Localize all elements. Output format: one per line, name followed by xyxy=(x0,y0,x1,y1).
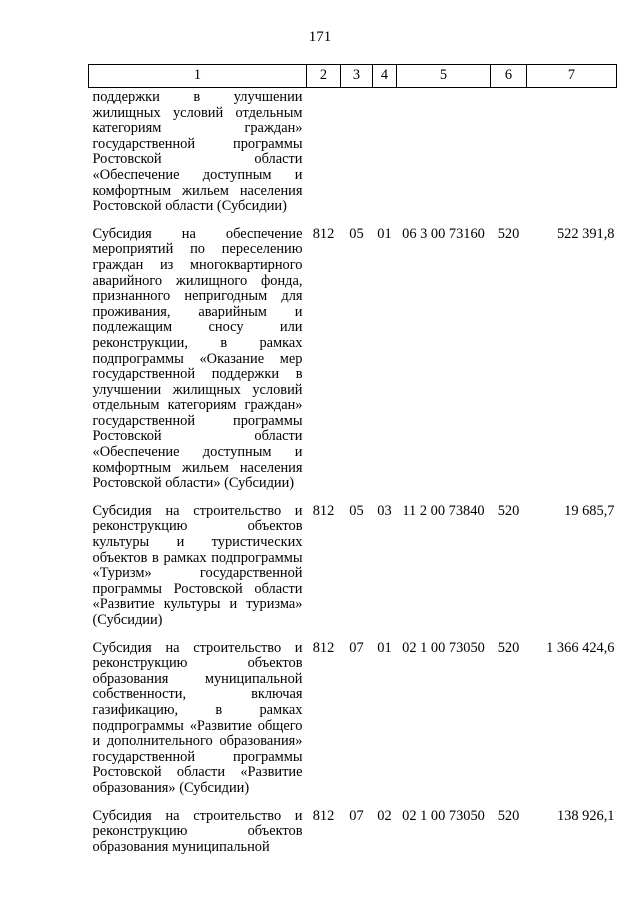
table-row xyxy=(89,504,617,641)
column-header: 6 xyxy=(491,65,527,88)
cell-subsection: 01 xyxy=(377,225,392,242)
row-name: поддержки в улучшении жилищных условий отдельным категориям граждан» государственной программы Ростовской области «Обеспечение доступным и комфортным жильем населения Ростовской области (Субсидии) xyxy=(92,89,303,215)
cell-target-article: 02 1 00 73050 xyxy=(402,639,485,656)
cell-section: 07 xyxy=(349,807,364,824)
column-header: 3 xyxy=(341,65,373,88)
cell-section: 07 xyxy=(349,639,364,656)
cell-ministry: 812 xyxy=(312,225,335,242)
cell-amount xyxy=(527,88,617,227)
row-name: Субсидия на строительство и реконструкцию объектов образования муниципальной собственности, включая газификацию, в рамках подпрограммы «Развитие общего и дополнительного образования» государственной программы Ростовской области «Развитие образования» (Субсидии) xyxy=(92,639,303,796)
cell-amount: 1 366 424,6 xyxy=(546,639,615,656)
table-header-row xyxy=(89,65,617,88)
cell-amount: 138 926,1 xyxy=(556,807,615,824)
column-header: 2 xyxy=(307,65,341,88)
cell-target-article: 02 1 00 73050 xyxy=(402,807,485,824)
cell-ministry: 812 xyxy=(312,807,335,824)
row-name: Субсидия на обеспечение мероприятий по переселению граждан из многоквартирного аварийного жилищного фонда, признанного непригодным для проживания, аварийным и подлежащим сносу или реконструкции, в рамках подпрограммы «Оказание мер государственной поддержки в улучшении жилищных условий отдельным категориям граждан» государственной программы Ростовской области «Обеспечение доступным и комфортным жильем населения Ростовской области» (Субсидии) xyxy=(92,225,303,492)
row-name: Субсидия на строительство и реконструкцию объектов культуры и туристических объектов в рамках подпрограммы «Туризм» государственной программы Ростовской области «Развитие культуры и туризма» (Субсидии) xyxy=(92,502,303,628)
cell-ministry: 812 xyxy=(312,502,335,519)
cell-ministry: 812 xyxy=(312,639,335,656)
column-header: 7 xyxy=(527,65,617,88)
cell-subsection: 03 xyxy=(377,502,392,519)
cell-target-article: 11 2 00 73840 xyxy=(402,502,485,519)
cell-expense-type: 520 xyxy=(497,639,520,656)
cell-target-article: 06 3 00 73160 xyxy=(402,225,485,242)
table-row xyxy=(89,88,617,227)
cell-amount: 19 685,7 xyxy=(564,502,615,519)
row-name: Субсидия на строительство и реконструкцию объектов образования муниципальной xyxy=(92,807,303,855)
page-number: 171 xyxy=(308,29,332,45)
budget-table xyxy=(88,64,617,855)
cell-expense-type: 520 xyxy=(497,807,520,824)
cell-amount: 522 391,8 xyxy=(556,225,615,242)
column-header: 5 xyxy=(397,65,491,88)
column-header: 4 xyxy=(373,65,397,88)
cell-section xyxy=(341,88,373,227)
cell-target-article xyxy=(397,88,491,227)
cell-expense-type: 520 xyxy=(497,225,520,242)
cell-subsection: 02 xyxy=(377,807,392,824)
column-header: 1 xyxy=(89,65,307,88)
cell-subsection xyxy=(373,88,397,227)
table-row xyxy=(89,227,617,504)
table-row xyxy=(89,641,617,809)
table-row xyxy=(89,809,617,856)
cell-subsection: 01 xyxy=(377,639,392,656)
cell-expense-type xyxy=(491,88,527,227)
cell-ministry xyxy=(307,88,341,227)
cell-section: 05 xyxy=(349,225,364,242)
cell-section: 05 xyxy=(349,502,364,519)
cell-expense-type: 520 xyxy=(497,502,520,519)
